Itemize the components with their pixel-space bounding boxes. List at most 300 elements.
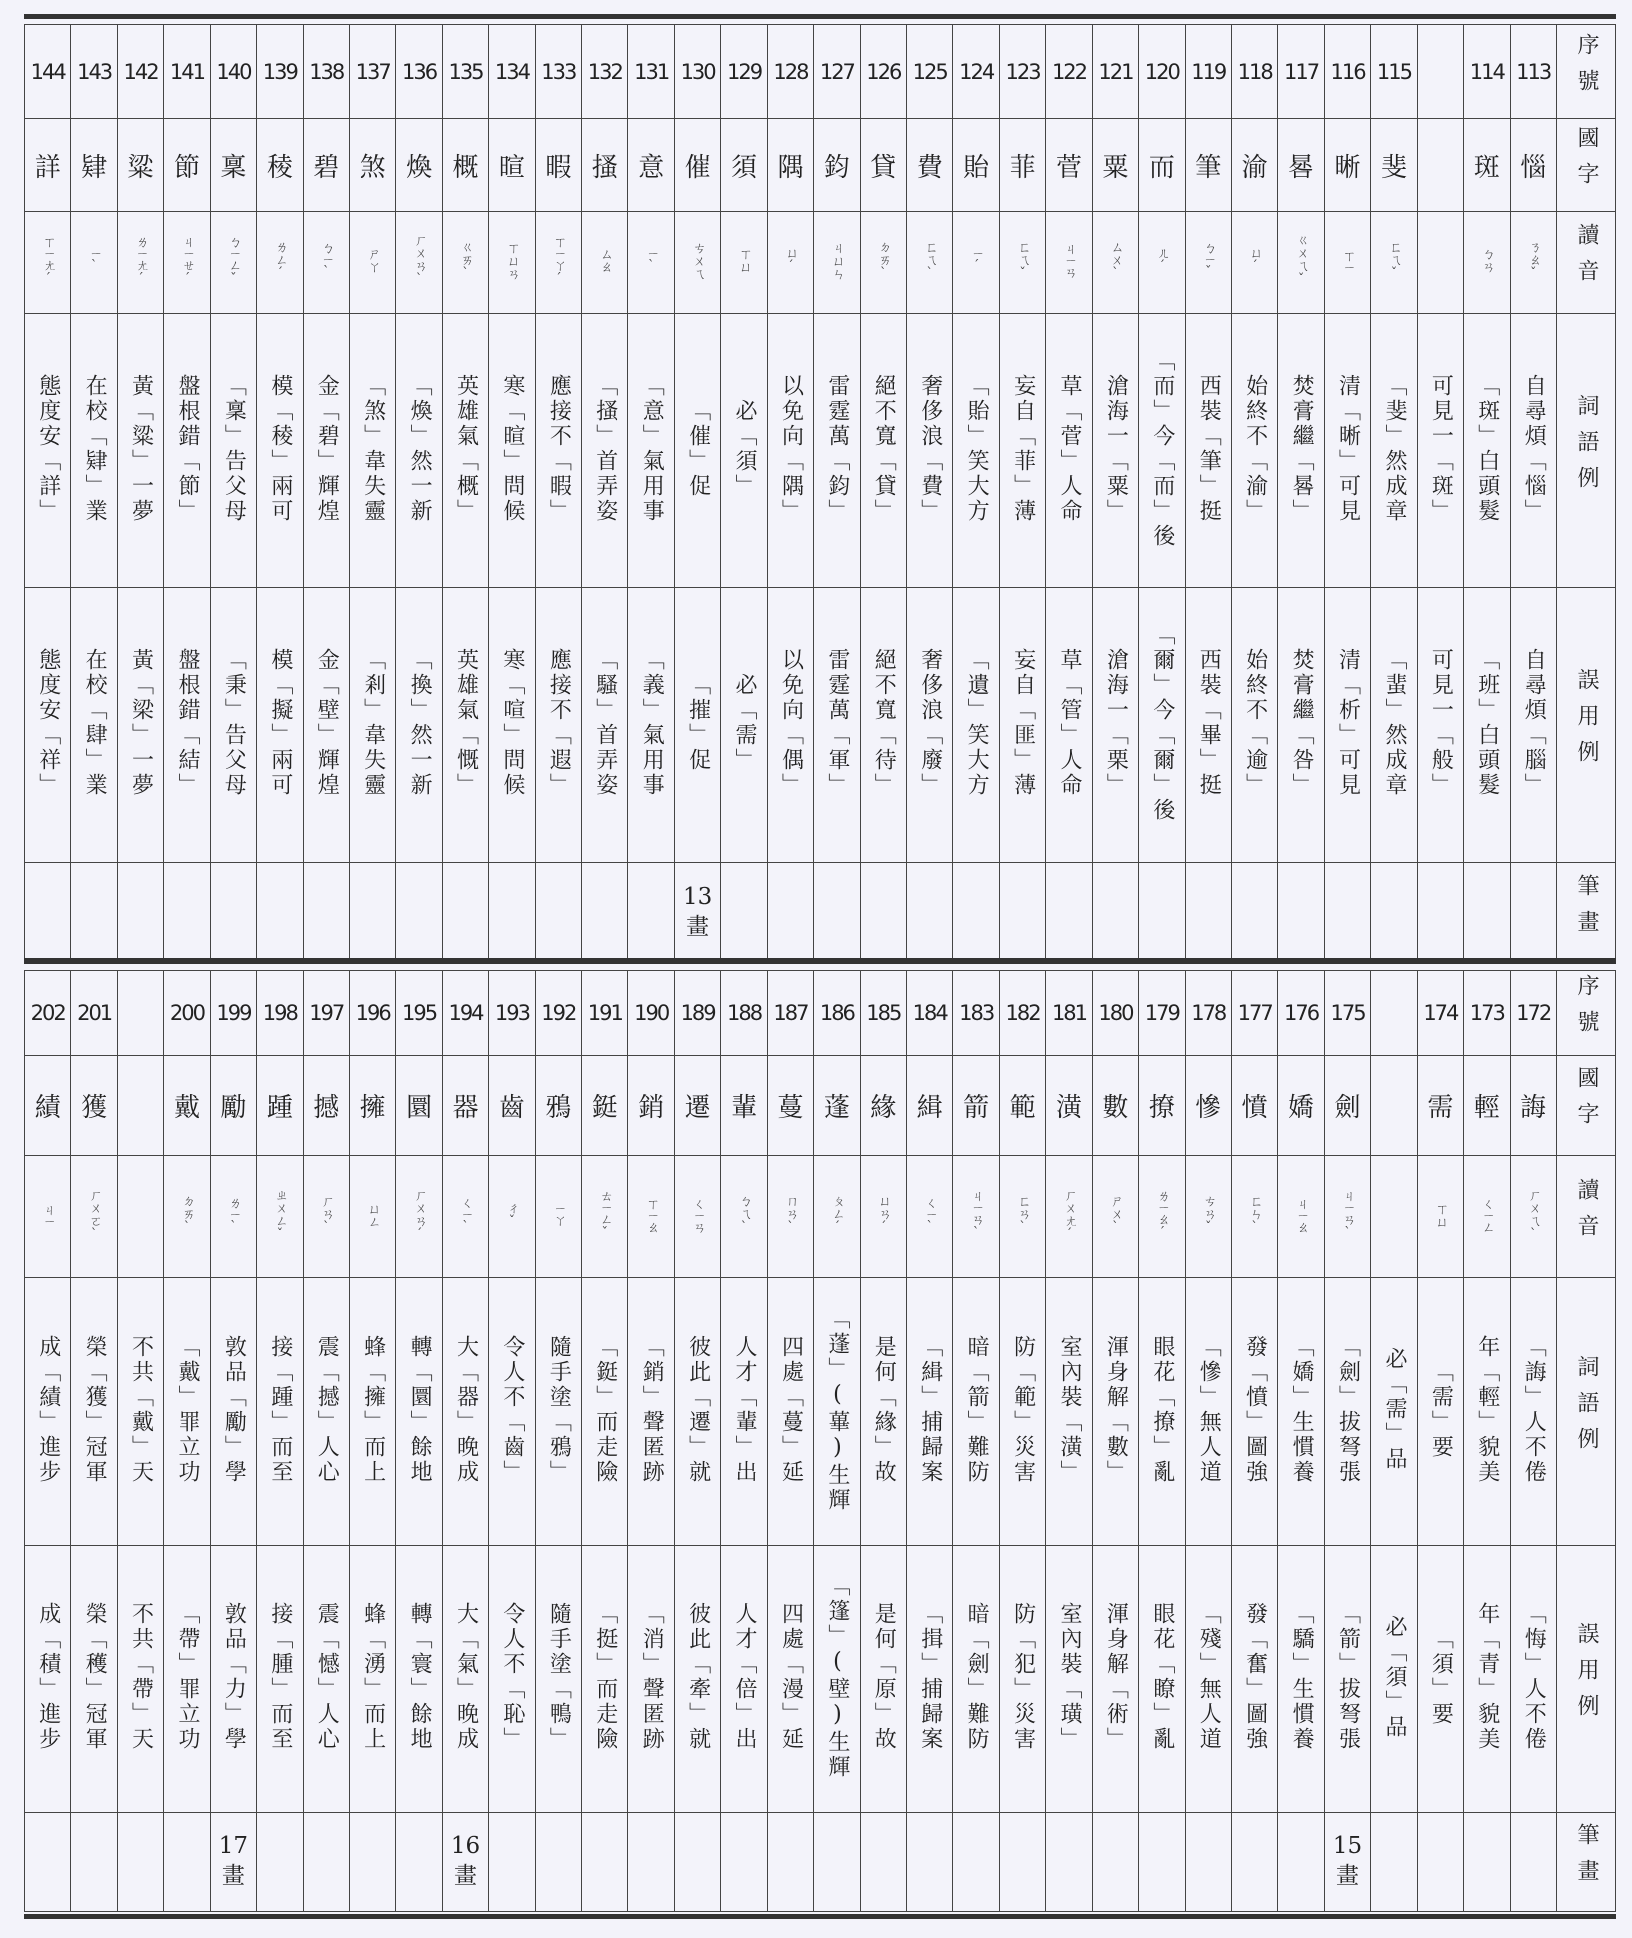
cell-example — [721, 1278, 767, 1546]
misuse-text: 「義」氣用事 — [639, 648, 665, 799]
misuse-text: 暗「劍」難防 — [964, 1602, 990, 1753]
cell-strokes — [907, 862, 953, 963]
misuse-text: 「遺」笑大方 — [964, 648, 990, 799]
example-text: 必「須」 — [732, 398, 758, 499]
example-text: 「嬌」生慣養 — [1289, 1334, 1315, 1485]
cell-read — [907, 1156, 953, 1278]
cell-char — [1278, 1055, 1324, 1156]
example-text: 「誨」人不倦 — [1521, 1334, 1547, 1485]
num-text: 144 — [30, 59, 65, 84]
example-text: 「稟」告父母 — [221, 373, 247, 524]
cell-misuse — [582, 1545, 628, 1813]
char-text: 菲 — [1009, 152, 1036, 183]
num-text: 177 — [1237, 1000, 1272, 1025]
cell-example — [535, 1278, 581, 1546]
num-text: 185 — [866, 1000, 901, 1025]
row-strokes — [25, 862, 1616, 963]
cell-strokes — [1231, 862, 1277, 963]
cell-num — [1510, 971, 1556, 1056]
misuse-text: 妄自「匪」薄 — [1010, 648, 1036, 799]
cell-example — [1092, 313, 1138, 588]
cell-example — [1092, 1278, 1138, 1546]
cell-read — [1092, 1156, 1138, 1278]
misuse-text: 金「壁」輝煌 — [314, 648, 340, 799]
cell-strokes — [349, 862, 395, 963]
cell-num — [1417, 971, 1463, 1056]
cell-misuse — [814, 1545, 860, 1813]
misuse-text: 眼花「瞭」亂 — [1149, 1602, 1175, 1753]
vocab-table-top — [24, 24, 1616, 964]
cell-misuse — [1231, 1545, 1277, 1813]
example-text: 眼花「撩」亂 — [1149, 1334, 1175, 1485]
cell-char — [396, 1055, 442, 1156]
misuse-text: 不共「帶」天 — [128, 1602, 154, 1753]
cell-misuse — [999, 588, 1045, 863]
example-text: 英雄氣「概」 — [453, 373, 479, 524]
example-text: 在校「肄」業 — [82, 373, 108, 524]
cell-strokes — [674, 1813, 720, 1912]
example-text: 「斐」然成章 — [1381, 373, 1407, 524]
cell-misuse — [25, 1545, 71, 1813]
num-text: 178 — [1191, 1000, 1226, 1025]
misuse-text: 盤根錯「結」 — [174, 648, 200, 799]
header-reading — [1556, 211, 1615, 313]
header-label: 國字 — [1573, 126, 1599, 199]
cell-read — [999, 1156, 1045, 1278]
cell-read — [1046, 211, 1092, 313]
cell-example — [907, 313, 953, 588]
example-text: 四處「蔓」延 — [778, 1334, 804, 1485]
cell-read — [814, 1156, 860, 1278]
cell-misuse — [1092, 1545, 1138, 1813]
cell-misuse — [1046, 588, 1092, 863]
cell-example — [953, 1278, 999, 1546]
read-text: ㄑㄧㄥ — [1479, 1196, 1495, 1233]
cell-example — [1278, 1278, 1324, 1546]
num-text: 197 — [309, 1000, 344, 1025]
read-text: ㄙㄠ — [597, 247, 613, 274]
misuse-text: 在校「肆」業 — [82, 648, 108, 799]
cell-example — [1464, 1278, 1510, 1546]
char-text: 晷 — [1288, 152, 1315, 183]
num-text: 125 — [912, 59, 947, 84]
cell-misuse — [1046, 1545, 1092, 1813]
strokes-text: 17 畫 — [218, 1833, 249, 1890]
char-text: 輕 — [1473, 1092, 1500, 1123]
cell-example — [767, 1278, 813, 1546]
read-text: ㄑㄧˋ — [922, 1195, 938, 1234]
cell-char — [1464, 119, 1510, 211]
misuse-text: 「班」白頭髮 — [1474, 648, 1500, 799]
cell-char — [349, 119, 395, 211]
cell-example — [953, 313, 999, 588]
num-text: 134 — [494, 59, 529, 84]
cell-num — [1278, 25, 1324, 119]
cell-misuse — [1278, 588, 1324, 863]
cell-strokes — [674, 862, 720, 963]
cell-read — [953, 211, 999, 313]
read-text: ㄩㄢˊ — [875, 1194, 891, 1236]
cell-read — [674, 1156, 720, 1278]
num-text: 181 — [1051, 1000, 1087, 1025]
cell-char — [1417, 1055, 1463, 1156]
cell-char — [767, 119, 813, 211]
misuse-text: 四處「漫」延 — [778, 1602, 804, 1753]
cell-strokes — [210, 1813, 256, 1912]
cell-strokes — [1139, 1813, 1185, 1912]
cell-num — [535, 25, 581, 119]
cell-strokes — [1231, 1813, 1277, 1912]
header-order — [1556, 25, 1615, 119]
cell-read — [860, 1156, 906, 1278]
cell-char — [674, 119, 720, 211]
char-text: 撼 — [313, 1092, 340, 1123]
misuse-text: 「摧」促 — [685, 673, 711, 774]
misuse-text: 接「腫」而至 — [267, 1602, 293, 1753]
read-text: ㄩㄥ — [365, 1201, 381, 1228]
cell-num — [349, 25, 395, 119]
misuse-text: 大「氣」晚成 — [453, 1602, 479, 1753]
cell-num — [628, 971, 674, 1056]
cell-example — [860, 1278, 906, 1546]
num-text: 141 — [169, 59, 205, 84]
header-misuse — [1556, 588, 1615, 863]
cell-read — [1185, 211, 1231, 313]
char-text: 憤 — [1241, 1092, 1268, 1123]
cell-char — [721, 1055, 767, 1156]
cell-strokes — [1092, 1813, 1138, 1912]
misuse-text: 轉「寰」餘地 — [407, 1602, 433, 1753]
example-text: 盤根錯「節」 — [174, 373, 200, 524]
num-text: 128 — [773, 59, 808, 84]
cell-read — [396, 211, 442, 313]
read-text: ㄌㄧˋ — [225, 1195, 241, 1234]
char-text: 催 — [684, 152, 711, 183]
cell-strokes — [117, 862, 163, 963]
cell-misuse — [860, 588, 906, 863]
misuse-text: 「剎」韋失靈 — [360, 648, 386, 799]
char-text: 貸 — [870, 152, 897, 183]
cell-char — [210, 119, 256, 211]
read-text: ㄒㄩㄢ — [504, 240, 520, 280]
cell-char — [257, 119, 303, 211]
cell-read — [1324, 211, 1370, 313]
read-text: ㄧˊ — [968, 247, 984, 273]
cell-example — [71, 313, 117, 588]
cell-strokes — [210, 862, 256, 963]
cell-misuse — [71, 588, 117, 863]
cell-example — [442, 313, 488, 588]
example-text: 絕不寬「貸」 — [871, 373, 897, 524]
header-example — [1556, 313, 1615, 588]
cell-example — [442, 1278, 488, 1546]
cell-misuse — [1185, 1545, 1231, 1813]
cell-example — [628, 1278, 674, 1546]
misuse-text: 蜂「湧」而上 — [360, 1602, 386, 1753]
cell-char — [303, 1055, 349, 1156]
read-text: ㄍㄨㄟˇ — [1293, 233, 1309, 288]
header-label: 詞語例 — [1573, 393, 1599, 502]
misuse-text: 震「憾」人心 — [314, 1602, 340, 1753]
read-text: ㄐㄧㄢˋ — [1340, 1189, 1356, 1241]
example-text: 轉「圜」餘地 — [407, 1334, 433, 1485]
cell-num — [303, 971, 349, 1056]
cell-example — [1417, 1278, 1463, 1546]
cell-char — [1139, 119, 1185, 211]
cell-example — [1324, 1278, 1370, 1546]
num-text: 198 — [262, 1000, 297, 1025]
cell-strokes — [1046, 862, 1092, 963]
num-text: 143 — [77, 59, 112, 84]
num-text: 114 — [1469, 59, 1504, 84]
cell-read — [1185, 1156, 1231, 1278]
cell-read — [210, 211, 256, 313]
header-label: 詞語例 — [1573, 1354, 1599, 1463]
cell-strokes — [1092, 862, 1138, 963]
example-text: 震「撼」人心 — [314, 1334, 340, 1485]
cell-num — [1046, 25, 1092, 119]
cell-char — [582, 119, 628, 211]
num-text: 119 — [1191, 59, 1226, 84]
cell-char — [582, 1055, 628, 1156]
cell-num — [257, 971, 303, 1056]
cell-example — [1510, 313, 1556, 588]
example-text: 「煥」然一新 — [407, 373, 433, 524]
misuse-text: 始終不「逾」 — [1242, 648, 1268, 799]
cell-num — [860, 25, 906, 119]
char-text: 費 — [916, 152, 943, 183]
read-text: ㄔˇ — [504, 1200, 520, 1229]
misuse-text: 態度安「祥」 — [35, 648, 61, 799]
cell-read — [907, 211, 953, 313]
cell-char — [1046, 1055, 1092, 1156]
cell-misuse — [582, 588, 628, 863]
cell-strokes — [999, 862, 1045, 963]
cell-example — [814, 313, 860, 588]
cell-char — [1324, 119, 1370, 211]
read-text: ㄅㄧˋ — [318, 241, 334, 280]
char-text: 搔 — [591, 152, 618, 183]
example-text: 「意」氣用事 — [639, 373, 665, 524]
cell-read — [164, 211, 210, 313]
cell-misuse — [164, 588, 210, 863]
char-text: 圜 — [406, 1092, 433, 1123]
cell-example — [721, 313, 767, 588]
row-char — [25, 119, 1616, 211]
example-text: 黃「粱」一夢 — [128, 373, 154, 524]
cell-num — [25, 25, 71, 119]
char-text: 粟 — [1102, 152, 1129, 183]
cell-misuse — [349, 588, 395, 863]
cell-example — [164, 1278, 210, 1546]
read-text: ㄏㄨㄢˊ — [411, 1187, 427, 1242]
cell-read — [396, 1156, 442, 1278]
example-text: 室內裝「潢」 — [1056, 1334, 1082, 1485]
cell-strokes — [1185, 1813, 1231, 1912]
num-text: 127 — [819, 59, 854, 84]
header-reading — [1556, 1156, 1615, 1278]
num-text: 180 — [1098, 1000, 1133, 1025]
cell-strokes — [1417, 862, 1463, 963]
cell-char — [117, 1055, 163, 1156]
cell-strokes — [767, 862, 813, 963]
cell-example — [907, 1278, 953, 1546]
cell-char — [1510, 1055, 1556, 1156]
cell-read — [164, 1156, 210, 1278]
cell-num — [999, 971, 1045, 1056]
example-text: 「搔」首弄姿 — [592, 373, 618, 524]
cell-num — [721, 25, 767, 119]
read-text: ㄧˋ — [86, 247, 102, 273]
cell-read — [674, 211, 720, 313]
num-text: 193 — [494, 1000, 529, 1025]
cell-strokes — [1139, 862, 1185, 963]
cell-read — [1510, 1156, 1556, 1278]
read-text: ㄦˊ — [1154, 246, 1170, 275]
char-text: 鴉 — [545, 1092, 572, 1123]
cell-read — [1139, 1156, 1185, 1278]
cell-num — [442, 25, 488, 119]
cell-misuse — [1278, 1545, 1324, 1813]
example-text: 草「菅」人命 — [1056, 373, 1082, 524]
num-text: 139 — [262, 59, 297, 84]
cell-misuse — [907, 588, 953, 863]
cell-char — [953, 1055, 999, 1156]
misuse-text: 「驕」生慣養 — [1289, 1602, 1315, 1753]
read-text: ㄙㄨˋ — [1107, 239, 1123, 281]
misuse-text: 隨手塗「鴨」 — [546, 1602, 572, 1753]
cell-read — [1278, 1156, 1324, 1278]
misuse-text: 滄海一「栗」 — [1103, 648, 1129, 799]
middle-double-rule — [24, 958, 1616, 964]
cell-example — [814, 1278, 860, 1546]
char-text: 貽 — [963, 152, 990, 183]
read-text: ㄒㄧㄤˊ — [40, 234, 56, 286]
num-text: 191 — [587, 1000, 622, 1025]
cell-strokes — [1417, 1813, 1463, 1912]
cell-misuse — [674, 588, 720, 863]
cell-strokes — [117, 1813, 163, 1912]
cell-char — [999, 1055, 1045, 1156]
cell-num — [1139, 25, 1185, 119]
cell-misuse — [999, 1545, 1045, 1813]
cell-char — [349, 1055, 395, 1156]
num-text: 202 — [30, 1000, 65, 1025]
cell-char — [1231, 119, 1277, 211]
num-text: 142 — [123, 59, 158, 84]
cell-char — [860, 119, 906, 211]
cell-read — [257, 1156, 303, 1278]
cell-example — [71, 1278, 117, 1546]
num-text: 137 — [355, 59, 390, 84]
misuse-text: 焚膏繼「咎」 — [1289, 648, 1315, 799]
cell-example — [164, 313, 210, 588]
cell-read — [1371, 211, 1417, 313]
example-text: 不共「戴」天 — [128, 1334, 154, 1485]
example-text: 「慘」無人道 — [1196, 1334, 1222, 1485]
char-text: 稜 — [266, 152, 293, 183]
cell-misuse — [257, 1545, 303, 1813]
cell-num — [1092, 25, 1138, 119]
num-text: 124 — [959, 59, 994, 84]
char-text: 嬌 — [1288, 1092, 1315, 1123]
read-text: ㄐㄧㄢ — [1061, 242, 1077, 279]
cell-example — [1231, 313, 1277, 588]
cell-misuse — [1417, 1545, 1463, 1813]
char-text: 意 — [638, 152, 665, 183]
cell-read — [860, 211, 906, 313]
misuse-text: 絕不寬「待」 — [871, 648, 897, 799]
num-text: 126 — [866, 59, 901, 84]
read-text: ㄇㄢˋ — [782, 1194, 798, 1236]
cell-example — [1278, 313, 1324, 588]
cell-char — [628, 1055, 674, 1156]
example-text: 寒「暄」問候 — [499, 373, 525, 524]
cell-misuse — [860, 1545, 906, 1813]
cell-example — [1139, 1278, 1185, 1546]
header-label: 誤用例 — [1573, 668, 1599, 777]
num-text: 130 — [680, 59, 715, 84]
cell-read — [1278, 211, 1324, 313]
cell-misuse — [1510, 1545, 1556, 1813]
read-text: ㄏㄨㄟˋ — [1525, 1187, 1541, 1242]
cell-num — [1464, 25, 1510, 119]
cell-num — [674, 25, 720, 119]
misuse-text: 「爾」今「爾」後 — [1149, 623, 1175, 824]
char-text: 肄 — [81, 152, 108, 183]
read-text: ㄒㄩ — [736, 247, 752, 274]
row-strokes — [25, 1813, 1616, 1912]
cell-num — [1046, 971, 1092, 1056]
cell-read — [1417, 211, 1463, 313]
cell-num — [721, 971, 767, 1056]
misuse-text: 西裝「畢」挺 — [1196, 648, 1222, 799]
char-text: 撩 — [1148, 1092, 1175, 1123]
cell-num — [489, 25, 535, 119]
num-text: 192 — [541, 1000, 576, 1025]
read-text: ㄐㄧ — [40, 1203, 56, 1227]
cell-char — [164, 119, 210, 211]
char-text: 器 — [452, 1092, 479, 1123]
cell-example — [860, 313, 906, 588]
cell-misuse — [628, 588, 674, 863]
cell-char — [1417, 119, 1463, 211]
cell-char — [999, 119, 1045, 211]
cell-read — [1324, 1156, 1370, 1278]
read-text: ㄋㄠˇ — [1525, 239, 1541, 281]
char-text: 晰 — [1334, 152, 1361, 183]
cell-num — [1231, 971, 1277, 1056]
cell-num — [396, 971, 442, 1056]
cell-strokes — [860, 862, 906, 963]
char-text: 踵 — [266, 1092, 293, 1123]
cell-num — [1092, 971, 1138, 1056]
misuse-text: 「換」然一新 — [407, 648, 433, 799]
cell-num — [767, 25, 813, 119]
char-text: 渝 — [1241, 152, 1268, 183]
row-num — [25, 971, 1616, 1056]
cell-num — [71, 25, 117, 119]
header-national_char — [1556, 119, 1615, 211]
cell-strokes — [767, 1813, 813, 1912]
char-text: 緝 — [916, 1092, 943, 1123]
cell-read — [535, 211, 581, 313]
num-text: 195 — [402, 1000, 437, 1025]
cell-read — [442, 1156, 488, 1278]
cell-char — [25, 119, 71, 211]
misuse-text: 奢侈浪「廢」 — [917, 648, 943, 799]
read-text: ㄌㄥˊ — [272, 239, 288, 281]
